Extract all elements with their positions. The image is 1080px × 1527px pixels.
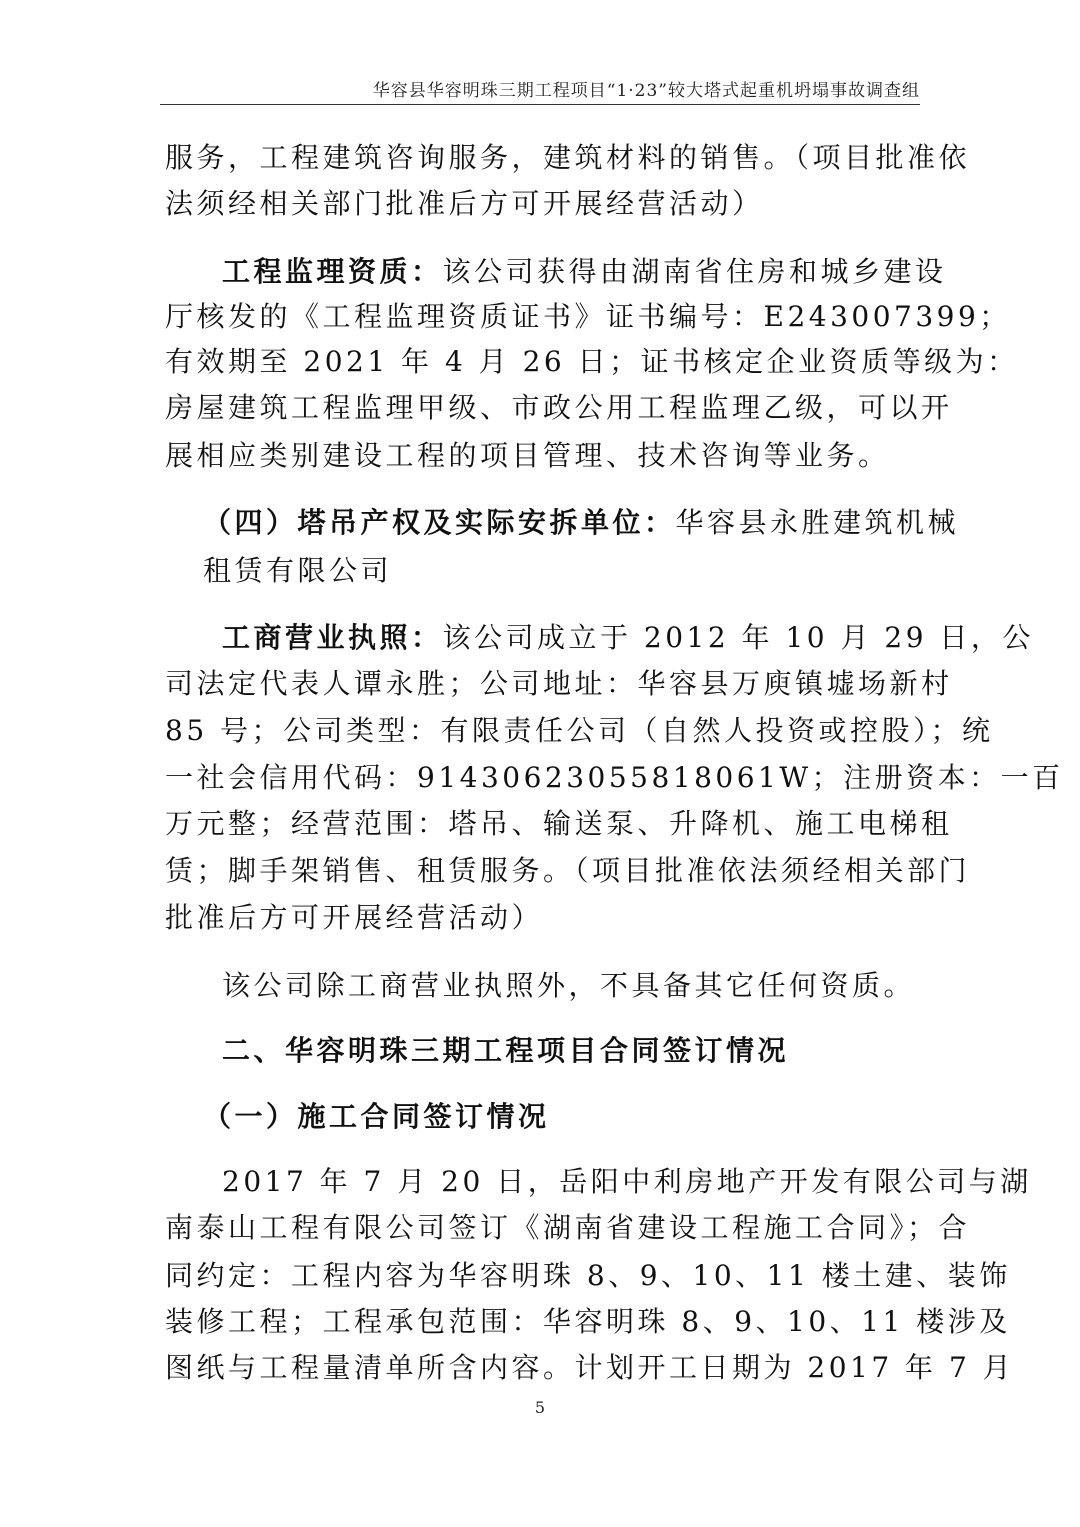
paragraph-2-line-1-text: 该公司获得由湖南省住房和城乡建设 [442,255,947,288]
page-number: 5 [534,1398,546,1417]
paragraph-4-line-2: 司法定代表人谭永胜；公司地址：华容县万庾镇墟场新村 [165,667,953,700]
paragraph-3-line-1-text: 华容县永胜建筑机械 [675,506,960,539]
paragraph-4-line-3: 85 号；公司类型：有限责任公司（自然人投资或控股）；统 [165,714,994,747]
paragraph-6-line-3: 同约定：工程内容为华容明珠 8、9、10、11 楼土建、装饰 [165,1259,1011,1292]
paragraph-4-line-6: 赁；脚手架销售、租赁服务。（项目批准依法须经相关部门 [165,854,971,887]
paragraph-2-line-2: 厅核发的《工程监理资质证书》证书编号：E243007399； [165,300,1011,333]
supervision-qualification-label: 工程监理资质： [222,255,443,288]
paragraph-2-line-3: 有效期至 2021 年 4 月 26 日；证书核定企业资质等级为： [165,345,1019,378]
paragraph-4-line-1 [222,618,1034,658]
business-license-label: 工商营业执照： [222,621,443,654]
paragraph-5-line-1: 该公司除工商营业执照外，不具备其它任何资质。 [222,969,916,1002]
paragraph-6-line-5: 图纸与工程量清单所含内容。计划开工日期为 2017 年 7 月 [165,1351,1015,1384]
paragraph-2-line-5: 展相应类别建设工程的项目管理、技术咨询等业务。 [165,439,890,472]
paragraph-6-line-1: 2017 年 7 月 20 日，岳阳中利房地产开发有限公司与湖 [222,1165,1032,1198]
paragraph-6-line-2: 南泰山工程有限公司签订《湖南省建设工程施工合同》；合 [165,1211,971,1244]
section-2-heading: 二、华容明珠三期工程项目合同签订情况 [222,1034,790,1067]
paragraph-6-line-4: 装修工程；工程承包范围：华容明珠 8、9、10、11 楼涉及 [165,1305,1011,1338]
paragraph-2-line-4: 房屋建筑工程监理甲级、市政公用工程监理乙级，可以开 [165,391,953,424]
paragraph-4-line-1-text: 该公司成立于 2012 年 10 月 29 日，公 [442,621,1034,654]
paragraph-4-line-4: 一社会信用代码：91430623055818061W；注册资本：一百 [165,761,1064,794]
paragraph-2-line-1 [222,252,947,292]
section-4-heading-label: （四）塔吊产权及实际安拆单位： [203,506,676,539]
paragraph-1-line-2: 法须经相关部门批准后方可开展经营活动） [165,187,764,220]
paragraph-3-line-2: 租赁有限公司 [203,554,393,587]
paragraph-4-line-7: 批准后方可开展经营活动） [165,901,544,934]
paragraph-1-line-1: 服务，工程建筑咨询服务，建筑材料的销售。（项目批准依 [165,141,971,174]
subsection-1-heading: （一）施工合同签订情况 [203,1100,550,1133]
header-divider [160,104,920,105]
header-title: 华容县华容明珠三期工程项目“1·23”较大塔式起重机坍塌事故调查组 [372,81,920,101]
paragraph-4-line-5: 万元整；经营范围：塔吊、输送泵、升降机、施工电梯租 [165,807,953,840]
paragraph-3-line-1 [203,503,959,543]
